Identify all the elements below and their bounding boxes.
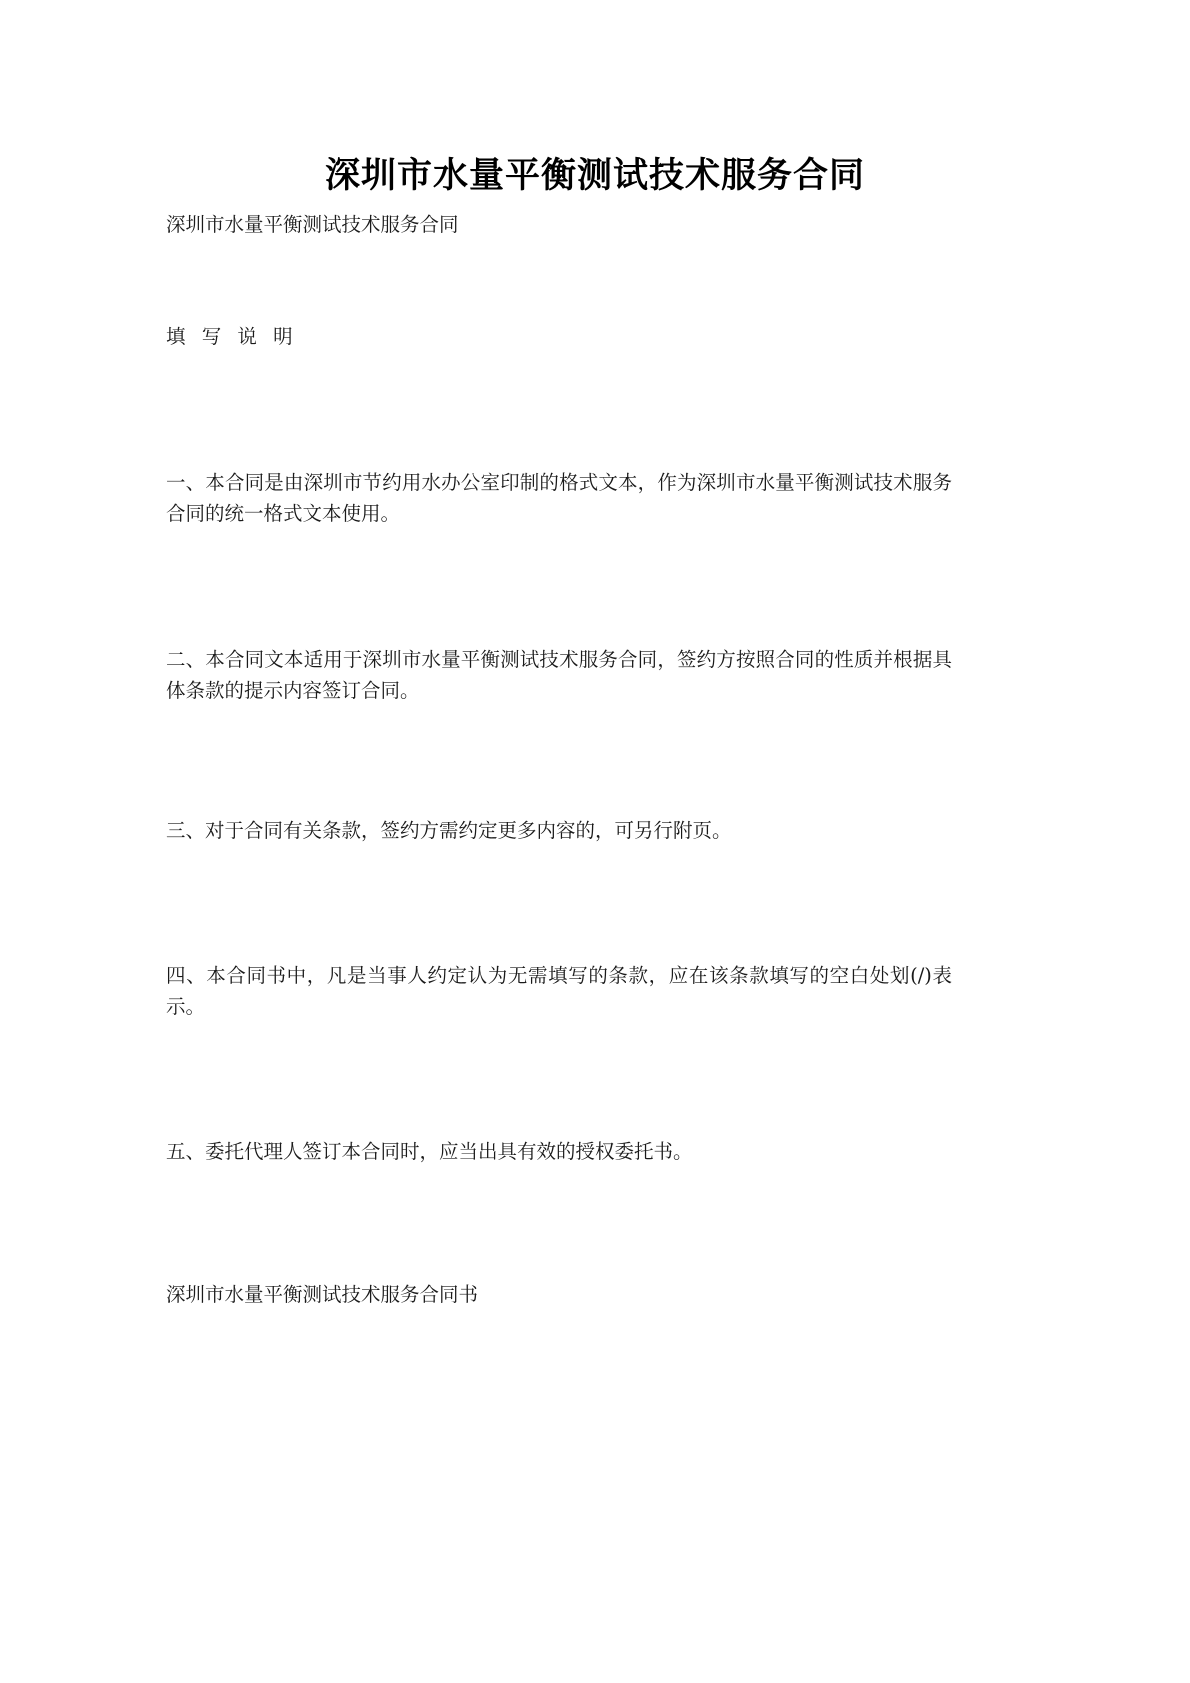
page-title: 深圳市水量平衡测试技术服务合同 xyxy=(324,155,865,196)
document-subtitle: 深圳市水量平衡测试技术服务合同 xyxy=(166,213,459,236)
instruction-paragraph-4: 四、本合同书中，凡是当事人约定认为无需填写的条款，应在该条款填写的空白处划(/)表示。 xyxy=(166,964,952,1018)
contract-book-label: 深圳市水量平衡测试技术服务合同书 xyxy=(166,1283,479,1306)
instruction-paragraph-2: 二、本合同文本适用于深圳市水量平衡测试技术服务合同，签约方按照合同的性质并根据具体条款的提示内容签订合同。 xyxy=(166,648,952,702)
instruction-paragraph-1: 一、本合同是由深圳市节约用水办公室印制的格式文本，作为深圳市水量平衡测试技术服务合同的统一格式文本使用。 xyxy=(166,471,952,525)
instruction-paragraph-3: 三、对于合同有关条款，签约方需约定更多内容的，可另行附页。 xyxy=(166,819,732,842)
section-heading-instructions: 填 写 说 明 xyxy=(166,325,298,348)
instruction-paragraph-5: 五、委托代理人签订本合同时，应当出具有效的授权委托书。 xyxy=(166,1140,693,1163)
